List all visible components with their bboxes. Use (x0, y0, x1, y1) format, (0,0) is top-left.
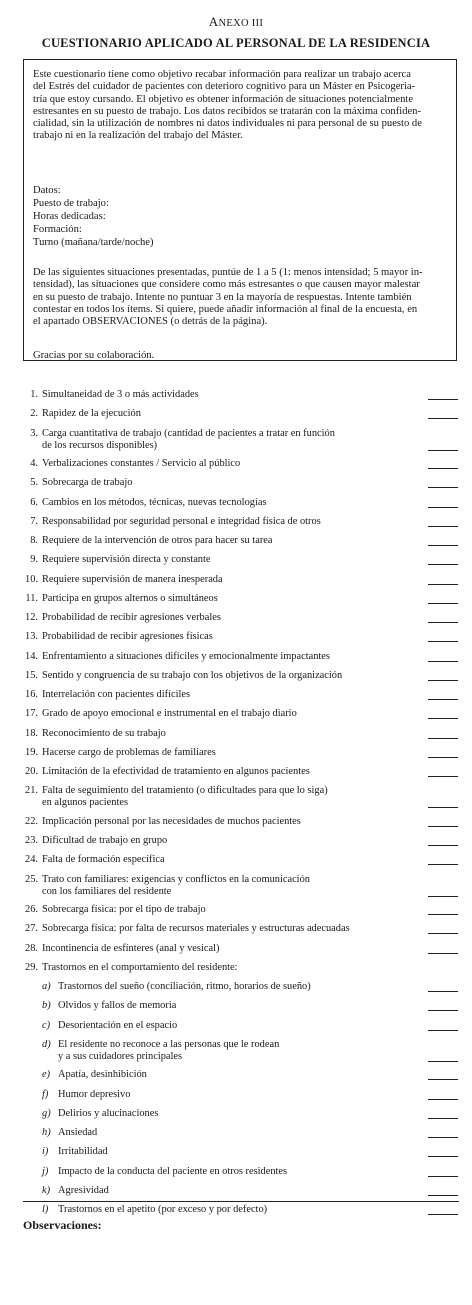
score-blank[interactable] (428, 896, 458, 897)
questionnaire-item (24, 728, 464, 747)
item-number: 28. (25, 942, 38, 954)
item-text-line: Verbalizaciones constantes / Servicio al público (42, 458, 241, 469)
sub-item-letter: k) (42, 1184, 51, 1196)
intro-line: del Estrés del cuidador de pacientes con deterioro cognitivo para un Máster en Psicogeria- (33, 81, 416, 93)
instructions-line: tensidad), las situaciones que considere como más estresantes o que causen mayor malestar (33, 279, 420, 291)
score-blank[interactable] (428, 1079, 458, 1080)
thanks-note: Gracias por su colaboración. (33, 350, 155, 362)
score-blank[interactable] (428, 1137, 458, 1138)
item-number: 8. (30, 535, 38, 546)
sub-item-text (58, 1146, 418, 1158)
item-number: 11. (25, 592, 38, 604)
questionnaire-item (24, 651, 464, 670)
score-blank[interactable] (428, 953, 458, 954)
sub-item-text (58, 1108, 418, 1120)
field-label: Turno (mañana/tarde/noche) (33, 237, 154, 248)
item-text-line: Participa en grupos alternos o simultáneos (42, 592, 218, 604)
score-blank[interactable] (428, 1061, 458, 1062)
score-blank[interactable] (428, 718, 458, 719)
item-text-line: Delirios y alucinaciones (58, 1107, 159, 1119)
sub-item-letter: a) (42, 981, 51, 992)
item-number: 19. (25, 746, 38, 758)
item-text (42, 612, 422, 624)
item-text (42, 766, 422, 778)
score-blank[interactable] (428, 845, 458, 846)
item-number: 15. (25, 669, 38, 681)
item-text (42, 593, 422, 605)
item-text-line: Desorientación en el espacio (58, 1019, 178, 1031)
item-number: 27. (25, 923, 38, 935)
sub-item-text (58, 1089, 418, 1101)
item-text-line: Responsabilidad por seguridad personal e integridad física de otros (42, 515, 321, 527)
item-number: 2. (30, 408, 38, 420)
item-text-line: Olvidos y fallos de memoria (58, 1000, 177, 1012)
field-label: Formación: (33, 224, 82, 235)
questionnaire-item (24, 766, 464, 785)
sub-item-text (58, 1185, 418, 1197)
score-blank[interactable] (428, 487, 458, 488)
sub-item-letter: g) (42, 1107, 51, 1119)
item-text (42, 428, 422, 452)
sub-item (24, 1166, 464, 1185)
instructions-line: el apartado OBSERVACIONES (o detrás de la página). (33, 316, 268, 328)
score-blank[interactable] (428, 622, 458, 623)
sub-item-text (58, 981, 418, 993)
item-text-line: Agresividad (58, 1184, 109, 1196)
sub-item (24, 981, 464, 1000)
sub-item-letter: l) (42, 1204, 49, 1215)
questionnaire-item (24, 477, 464, 496)
questionnaire-item (24, 593, 464, 612)
sub-item-text (58, 1000, 418, 1012)
questionnaire-item (24, 535, 464, 554)
score-blank[interactable] (428, 776, 458, 777)
sub-item (24, 1069, 464, 1088)
field-label: Puesto de trabajo: (33, 198, 109, 209)
questionnaire-item (24, 554, 464, 573)
item-number: 20. (25, 766, 38, 777)
score-blank[interactable] (428, 450, 458, 451)
questionnaire-item (24, 785, 464, 816)
item-text (42, 874, 422, 898)
item-text-line: Apatía, desinhibición (58, 1069, 147, 1081)
questionnaire-item (24, 574, 464, 593)
item-number: 7. (30, 515, 38, 527)
item-number: 18. (25, 727, 38, 739)
score-blank[interactable] (428, 1156, 458, 1157)
item-text-line: Trastornos en el comportamiento del residente: (42, 961, 238, 973)
item-text-line: Trastornos en el apetito (por exceso y por defecto) (58, 1204, 268, 1215)
item-text-line: Requiere supervisión directa y constante (42, 554, 211, 566)
item-text-line: Enfrentamiento a situaciones difíciles y emocionalmente impactantes (42, 650, 330, 662)
sub-item (24, 1089, 464, 1108)
item-text (42, 835, 422, 847)
questionnaire-item (24, 670, 464, 689)
sub-item (24, 1039, 464, 1070)
questionnaire-item (24, 458, 464, 477)
item-text-line: Requiere de la intervención de otros para hacer su tarea (42, 535, 273, 546)
score-blank[interactable] (428, 1030, 458, 1031)
score-blank[interactable] (428, 991, 458, 992)
item-text (42, 408, 422, 420)
item-text-line: y a sus cuidadores principales (58, 1050, 183, 1062)
score-blank[interactable] (428, 603, 458, 604)
sub-item-letter: h) (42, 1127, 51, 1138)
questionnaire-item (24, 516, 464, 535)
observations-heading: Observaciones: (23, 1218, 102, 1232)
instructions-line: De las siguientes situaciones presentadas, puntúe de 1 a 5 (1: menos intensidad; 5 mayor in- (33, 267, 423, 278)
sub-item (24, 1146, 464, 1165)
sub-item-letter: j) (42, 1165, 49, 1177)
item-number: 5. (30, 477, 38, 489)
sub-item-text (58, 1039, 418, 1063)
annex-heading: ANEXO III (208, 14, 264, 29)
score-blank[interactable] (428, 864, 458, 865)
item-text (42, 689, 422, 701)
intro-line: Este cuestionario tiene como objetivo recabar información para realizar un trabajo acerca (33, 69, 411, 80)
item-number: 9. (30, 554, 38, 566)
sub-item-letter: c) (42, 1019, 51, 1031)
item-text-line: Trastornos del sueño (conciliación, ritmo, horarios de sueño) (58, 981, 311, 992)
questionnaire-item (24, 408, 464, 427)
item-number: 24. (25, 854, 38, 866)
item-text-line: Cambios en los métodos, técnicas, nuevas tecnologías (42, 496, 267, 508)
score-blank[interactable] (428, 661, 458, 662)
item-number: 13. (25, 631, 38, 643)
item-text-line: Grado de apoyo emocional e instrumental en el trabajo diario (42, 708, 297, 720)
item-text-line: Irritabilidad (58, 1146, 108, 1158)
item-text-line: Dificultad de trabajo en grupo (42, 835, 168, 846)
sub-item-text (58, 1020, 418, 1032)
item-text (42, 747, 422, 759)
item-text (42, 477, 422, 489)
sub-item-letter: i) (42, 1146, 49, 1158)
intro-line: trabajo ni en la realización del trabajo del Máster. (33, 130, 243, 142)
instructions-box (23, 59, 457, 361)
item-text (42, 554, 422, 566)
item-text-line: Rapidez de la ejecución (42, 408, 141, 420)
item-text-line: Carga cuantitativa de trabajo (cantidad de pacientes a tratar en función (42, 427, 335, 439)
item-text (42, 458, 422, 470)
questionnaire-item (24, 923, 464, 942)
data-fields (33, 185, 447, 250)
item-text-line: Humor depresivo (58, 1088, 131, 1100)
item-text-line: Sobrecarga física: por el tipo de trabajo (42, 904, 206, 915)
item-number: 16. (25, 689, 38, 700)
score-blank[interactable] (428, 826, 458, 827)
item-text-line: Falta de seguimiento del tratamiento (o dificultades para que lo siga) (42, 785, 328, 797)
sub-item-text (58, 1069, 418, 1081)
item-number: 12. (25, 612, 38, 623)
item-text-line: Sobrecarga de trabajo (42, 477, 133, 489)
intro-paragraph (33, 69, 447, 172)
questionnaire-item (24, 835, 464, 854)
score-blank[interactable] (428, 1176, 458, 1177)
field-label: Horas dedicadas: (33, 211, 106, 222)
score-blank[interactable] (428, 914, 458, 915)
item-text (42, 670, 422, 682)
score-blank[interactable] (428, 933, 458, 934)
questionnaire-item (24, 497, 464, 516)
score-blank[interactable] (428, 1195, 458, 1196)
score-blank[interactable] (428, 526, 458, 527)
sub-item-letter: d) (42, 1038, 51, 1050)
score-blank[interactable] (428, 399, 458, 400)
score-blank[interactable] (428, 1214, 458, 1215)
item-text (42, 631, 422, 643)
item-text-line: Simultaneidad de 3 o más actividades (42, 389, 199, 400)
score-blank[interactable] (428, 507, 458, 508)
item-text (42, 923, 422, 935)
item-text-line: Incontinencia de esfínteres (anal y vesical) (42, 942, 220, 954)
questionnaire-item (24, 631, 464, 650)
instructions-line: en su puesto de trabajo. Intente no puntuar 3 en la mayoría de respuestas. Intente también (33, 291, 412, 303)
questionnaire-item (24, 854, 464, 873)
item-text (42, 535, 422, 547)
item-text (42, 516, 422, 528)
item-text-line: Trato con familiares: exigencias y conflictos en la comunicación (42, 873, 310, 885)
score-blank[interactable] (428, 1099, 458, 1100)
item-text-line: El residente no reconoce a las personas que le rodean (58, 1038, 280, 1050)
score-blank[interactable] (428, 699, 458, 700)
item-number: 17. (25, 708, 38, 720)
questionnaire-item (24, 389, 464, 408)
item-number: 22. (25, 815, 38, 827)
score-blank[interactable] (428, 418, 458, 419)
score-blank[interactable] (428, 564, 458, 565)
item-text-line: Sobrecarga física: por falta de recursos materiales y estructuras adecuadas (42, 923, 350, 935)
sub-item-text (58, 1166, 418, 1178)
document-title: CUESTIONARIO APLICADO AL PERSONAL DE LA RESIDENCIA (41, 36, 431, 50)
instructions-paragraph (33, 267, 447, 328)
item-number: 10. (25, 573, 38, 585)
sub-item-letter: b) (42, 1000, 51, 1012)
item-text-line: Interrelación con pacientes difíciles (42, 689, 190, 700)
item-text (42, 943, 422, 955)
item-text (42, 728, 422, 740)
item-text-line: Reconocimiento de su trabajo (42, 727, 166, 739)
intro-line: estresantes en su puesto de trabajo. Los datos recibidos se tratarán con la máxima confiden- (33, 105, 422, 117)
score-blank[interactable] (428, 545, 458, 546)
item-number: 4. (30, 458, 38, 469)
sub-item-text (58, 1204, 418, 1216)
questionnaire-item (24, 816, 464, 835)
intro-line: cialidad, sin la utilización de nombres ni datos individuales ni para personal de su puesto de (33, 118, 422, 130)
questionnaire-item (24, 874, 464, 905)
questionnaire-item (24, 962, 464, 981)
item-number: 25. (25, 873, 38, 885)
item-text-line: Ansiedad (58, 1127, 98, 1138)
sub-item (24, 1000, 464, 1019)
score-blank[interactable] (428, 757, 458, 758)
bottom-rule (23, 1201, 459, 1202)
item-number: 29. (25, 961, 38, 973)
item-text-line: Hacerse cargo de problemas de familiares (42, 746, 216, 758)
sub-item-letter: e) (42, 1069, 51, 1081)
item-text (42, 651, 422, 663)
sub-item-text (58, 1127, 418, 1139)
intro-line: tría que estoy cursando. El objetivo es obtener información de situaciones potencialmente (33, 93, 414, 105)
item-text-line: Implicación personal por las necesidades de muchos pacientes (42, 815, 301, 827)
field-label: Datos: (33, 185, 61, 196)
questionnaire-item (24, 708, 464, 727)
score-blank[interactable] (428, 641, 458, 642)
questionnaire-item (24, 612, 464, 631)
item-text (42, 962, 422, 974)
sub-item (24, 1127, 464, 1146)
item-number: 3. (30, 427, 38, 439)
score-blank[interactable] (428, 738, 458, 739)
sub-item (24, 1108, 464, 1127)
score-blank[interactable] (428, 1118, 458, 1119)
item-text-line: Limitación de la efectividad de tratamiento en algunos pacientes (42, 766, 310, 777)
item-text (42, 574, 422, 586)
item-text-line: con los familiares del residente (42, 885, 172, 897)
score-blank[interactable] (428, 1010, 458, 1011)
item-number: 26. (25, 904, 38, 915)
item-text (42, 708, 422, 720)
sub-item-letter: f) (42, 1088, 49, 1100)
item-text-line: Sentido y congruencia de su trabajo con los objetivos de la organización (42, 669, 343, 681)
item-number: 6. (30, 496, 38, 508)
item-number: 21. (25, 785, 38, 797)
item-number: 1. (30, 389, 38, 400)
item-text (42, 497, 422, 509)
item-text (42, 904, 422, 916)
item-text-line: Probabilidad de recibir agresiones verbales (42, 612, 221, 623)
score-blank[interactable] (428, 807, 458, 808)
item-text-line: Falta de formación específica (42, 854, 165, 866)
score-blank[interactable] (428, 584, 458, 585)
questionnaire-item (24, 428, 464, 459)
item-text-line: Impacto de la conducta del paciente en otros residentes (58, 1165, 288, 1177)
item-number: 14. (25, 650, 38, 662)
sub-item (24, 1020, 464, 1039)
questionnaire-item (24, 747, 464, 766)
item-text-line: en algunos pacientes (42, 797, 128, 809)
item-text (42, 785, 422, 809)
questionnaire-item (24, 904, 464, 923)
item-text (42, 389, 422, 401)
item-text-line: Requiere supervisión de manera inesperada (42, 573, 223, 585)
questionnaire-item (24, 943, 464, 962)
score-blank[interactable] (428, 468, 458, 469)
score-blank[interactable] (428, 680, 458, 681)
item-text-line: Probabilidad de recibir agresiones físicas (42, 631, 213, 643)
questionnaire-item (24, 689, 464, 708)
instructions-line: contestar en todos los ítems. Si quiere, puede añadir información al final de la encuesta, en (33, 303, 418, 315)
item-text (42, 816, 422, 828)
item-number: 23. (25, 835, 38, 846)
item-text (42, 854, 422, 866)
item-text-line: de los recursos disponibles) (42, 439, 158, 451)
